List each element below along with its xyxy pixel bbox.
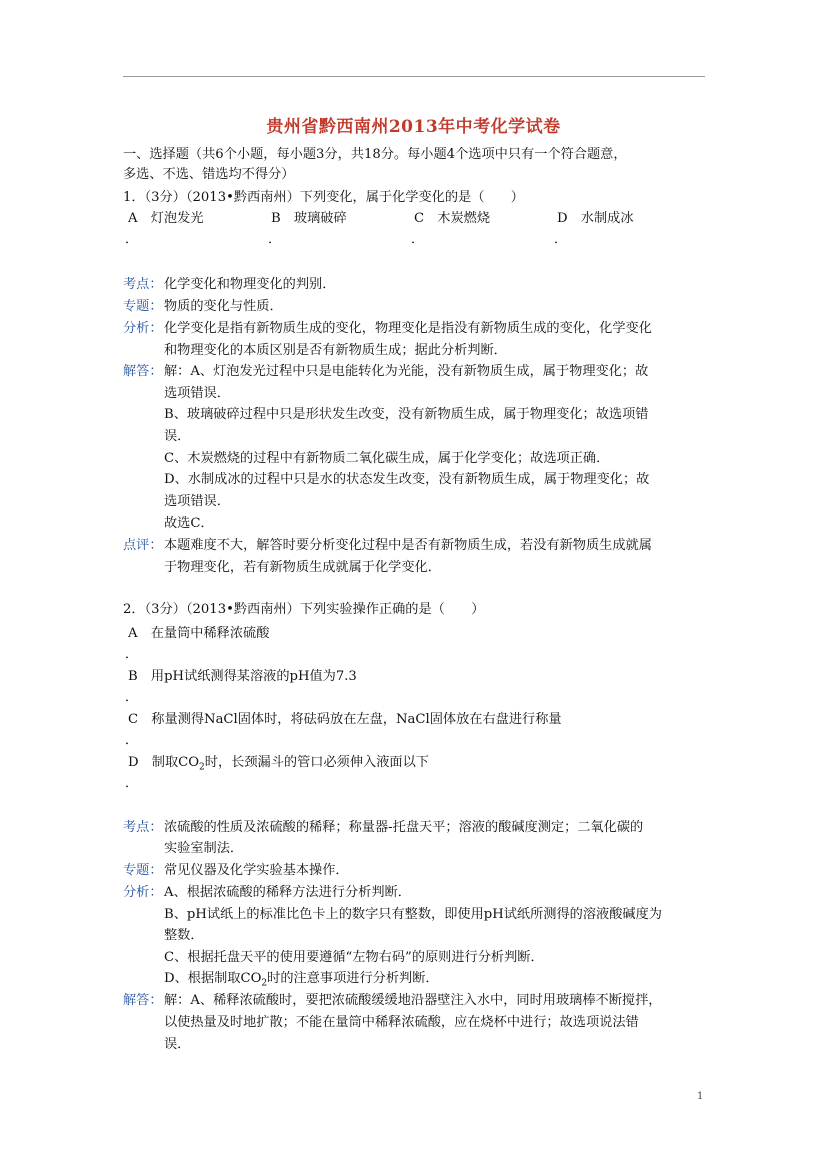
q2-kaodian-line: 浓硫酸的性质及浓硫酸的稀释；称量器-托盘天平；溶液的酸碱度测定；二氧化碳的 bbox=[164, 820, 644, 835]
q1-fenxi-line: 和物理变化的本质区别是否有新物质生成；据此分析判断． bbox=[164, 343, 507, 358]
q2-option-d-text-rest: 时，长颈漏斗的管口必须伸入液面以下 bbox=[204, 755, 429, 770]
q2-kaodian-label: 考点： bbox=[123, 820, 163, 835]
q2-jieda-line: 以使热量及时地扩散；不能在量筒中稀释浓硫酸，应在烧杯中进行；故选项说法错 bbox=[164, 1015, 639, 1030]
q1-fenxi-label: 分析： bbox=[123, 321, 163, 336]
q2-option-d bbox=[128, 754, 429, 777]
q1-jieda-line: D、水制成冰的过程中只是水的状态发生改变，没有新物质生成，属于物理变化；故 bbox=[164, 472, 650, 487]
q2-jieda-line: 误． bbox=[164, 1037, 191, 1052]
q2-fenxi-d-text-rest: 时的注意事项进行分析判断． bbox=[267, 971, 439, 986]
q1-dianping-line: 本题难度不大，解答时要分析变化过程中是否有新物质生成，若没有新物质生成就属 bbox=[164, 538, 652, 553]
q1-dianping-label: 点评： bbox=[123, 538, 163, 553]
q2-fenxi-d-subscript: 2 bbox=[261, 978, 268, 989]
q2-fenxi-line: C、根据托盘天平的使用要遵循“左物右码”的原则进行分析判断． bbox=[164, 950, 544, 965]
q1-zhuanti-label: 专题： bbox=[123, 299, 163, 314]
section-heading: 一、选择题（共6个小题，每小题3分，共18分。每小题4个选项中只有一个符合题意， bbox=[123, 147, 627, 162]
q2-option-d-dot: ． bbox=[125, 776, 139, 791]
q2-fenxi-line-d bbox=[164, 970, 439, 993]
q1-jieda-line: 选项错误． bbox=[164, 386, 230, 401]
section-heading-cont: 多选、不选、错选均不得分） bbox=[123, 167, 295, 182]
q1-jieda-label: 解答： bbox=[123, 364, 163, 379]
q1-zhuanti: 物质的变化与性质． bbox=[164, 299, 283, 314]
q1-jieda-line: 解：A、灯泡发光过程中只是电能转化为光能，没有新物质生成，属于物理变化；故 bbox=[164, 364, 649, 379]
q2-fenxi-label: 分析： bbox=[123, 885, 163, 900]
q1-option-c: C 木炭燃烧 bbox=[414, 211, 491, 226]
page-number: 1 bbox=[697, 1091, 704, 1102]
q2-stem: 2．（3分）（2013•黔西南州）下列实验操作正确的是（ ） bbox=[123, 602, 485, 617]
q1-jieda-line: B、玻璃破碎过程中只是形状发生改变，没有新物质生成，属于物理变化；故选项错 bbox=[164, 407, 649, 422]
q1-option-b: B 玻璃破碎 bbox=[271, 211, 347, 226]
q2-option-c-dot: ． bbox=[125, 733, 139, 748]
q2-option-c: C 称量测得NaCl固体时，将砝码放在左盘，NaCl固体放在右盘进行称量 bbox=[128, 712, 562, 727]
q1-dianping-line: 于物理变化，若有新物质生成就属于化学变化． bbox=[164, 560, 441, 575]
q2-jieda-line: 解：A、稀释浓硫酸时，要把浓硫酸缓缓地沿器壁注入水中，同时用玻璃棒不断搅拌， bbox=[164, 993, 662, 1008]
q2-fenxi-line: A、根据浓硫酸的稀释方法进行分析判断． bbox=[164, 885, 411, 900]
q2-fenxi-d-text: D、根据制取CO bbox=[164, 971, 262, 986]
page-title: 贵州省黔西南州2013年中考化学试卷 bbox=[266, 117, 561, 137]
q1-option-b-dot: ． bbox=[268, 232, 282, 247]
q1-kaodian: 化学变化和物理变化的判别． bbox=[164, 277, 336, 292]
q2-option-a-dot: ． bbox=[125, 647, 139, 662]
q1-stem: 1．（3分）（2013•黔西南州）下列变化，属于化学变化的是（ ） bbox=[123, 190, 524, 205]
q1-option-a: A 灯泡发光 bbox=[128, 211, 204, 226]
q1-option-c-dot: ． bbox=[411, 232, 425, 247]
q1-option-d-dot: ． bbox=[554, 232, 568, 247]
q2-option-b-dot: ． bbox=[125, 690, 139, 705]
q2-zhuanti-label: 专题： bbox=[123, 863, 163, 878]
q2-option-d-subscript: 2 bbox=[199, 762, 205, 773]
q2-jieda-label: 解答： bbox=[123, 993, 163, 1008]
q1-option-d: D 水制成冰 bbox=[557, 211, 634, 226]
q1-fenxi-line: 化学变化是指有新物质生成的变化，物理变化是指没有新物质生成的变化，化学变化 bbox=[164, 321, 652, 336]
q2-fenxi-line: B、pH试纸上的标准比色卡上的数字只有整数，即使用pH试纸所测得的溶液酸碱度为 bbox=[164, 907, 662, 922]
q2-fenxi-line: 整数． bbox=[164, 928, 204, 943]
q1-jieda-line: 选项错误． bbox=[164, 494, 230, 509]
q2-option-a: A 在量筒中稀释浓硫酸 bbox=[128, 626, 270, 641]
q2-option-b: B 用pH试纸测得某溶液的pH值为7.3 bbox=[128, 669, 357, 684]
q2-zhuanti: 常见仪器及化学实验基本操作． bbox=[164, 863, 349, 878]
q1-kaodian-label: 考点： bbox=[123, 277, 163, 292]
header-rule bbox=[123, 76, 705, 77]
q1-jieda-line: 故选C． bbox=[164, 516, 214, 531]
q2-kaodian-line: 实验室制法． bbox=[164, 841, 244, 856]
q2-option-d-text: D 制取CO bbox=[128, 755, 200, 770]
q1-jieda-line: 误． bbox=[164, 429, 191, 444]
q1-jieda-line: C、木炭燃烧的过程中有新物质二氧化碳生成，属于化学变化；故选项正确． bbox=[164, 451, 610, 466]
q1-option-a-dot: ． bbox=[125, 232, 139, 247]
